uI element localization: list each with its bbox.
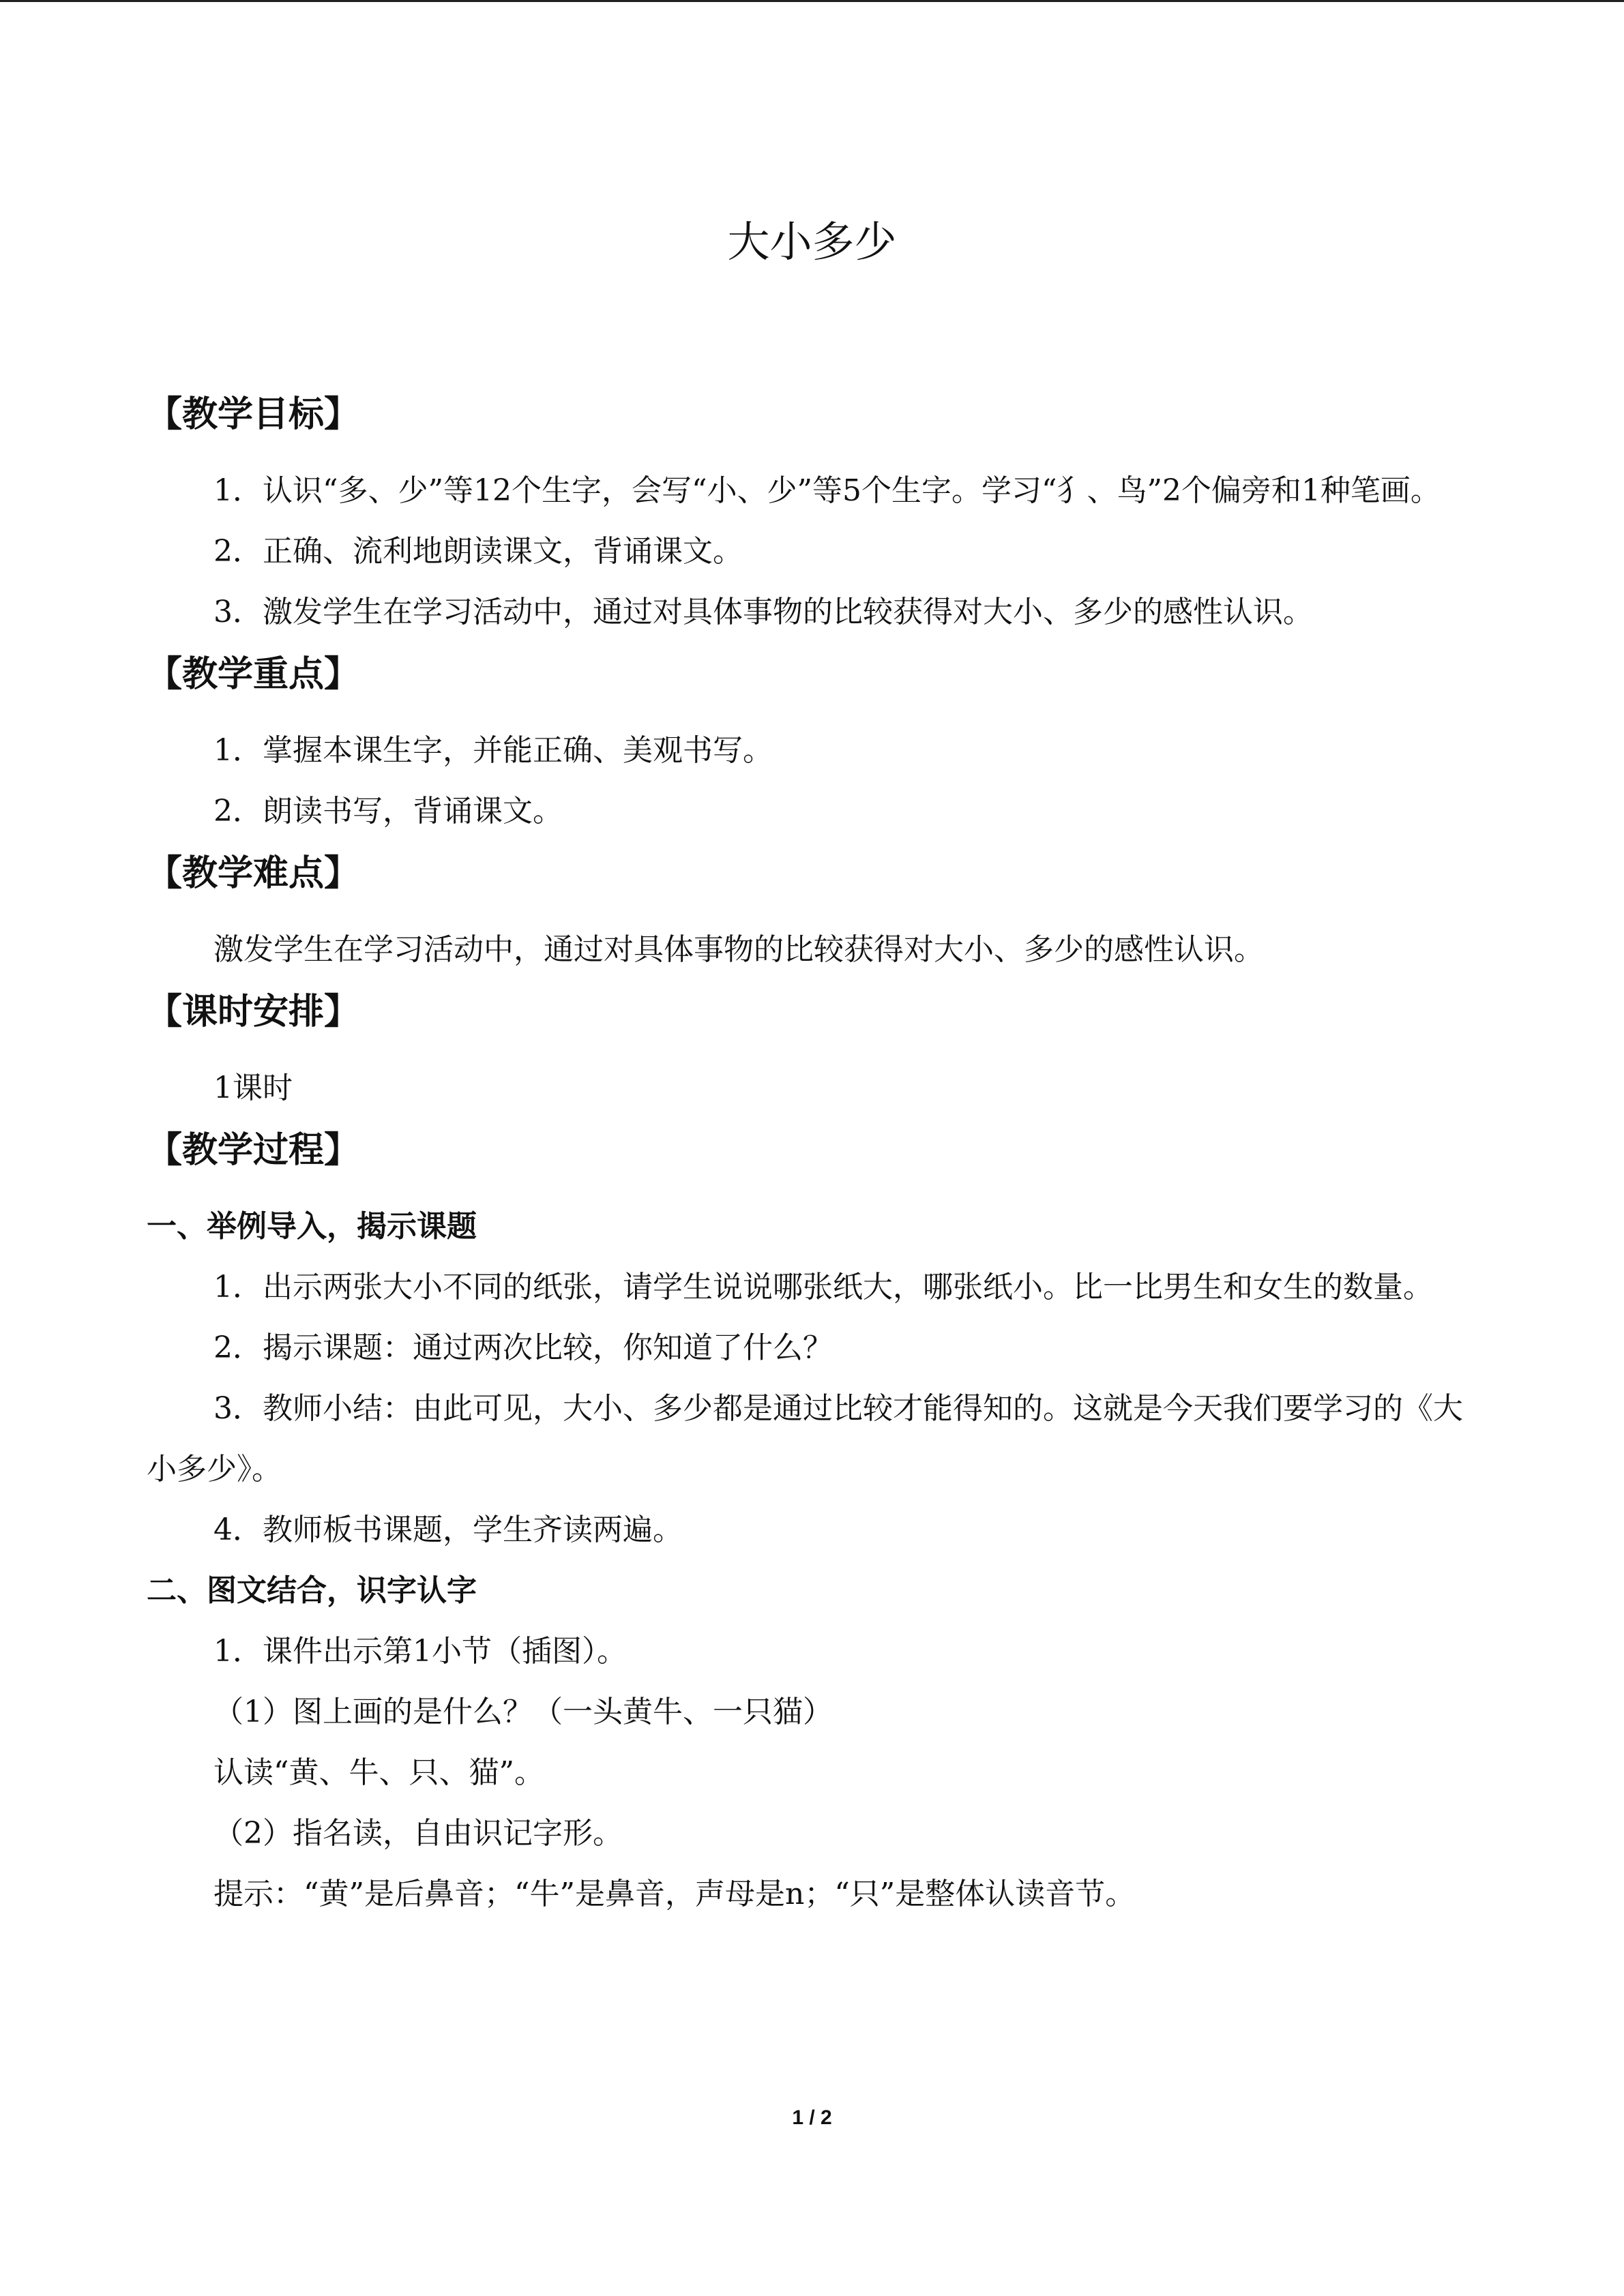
process-part2-item-4: （2）指名读，自由识记字形。 (213, 1816, 623, 1851)
process-part2-item-1: 1．课件出示第1小节（插图）。 (213, 1634, 627, 1669)
process-part2-item-3: 认读“黄、牛、只、猫”。 (213, 1755, 544, 1790)
document-body (147, 384, 1477, 1924)
section-heading-difficulties: 【教学难点】 (147, 853, 360, 894)
section-heading-schedule: 【课时安排】 (147, 992, 360, 1032)
goal-item-3: 3．激发学生在学习活动中，通过对具体事物的比较获得对大小、多少的感性认识。 (213, 595, 1313, 629)
process-part1-item-1: 1．出示两张大小不同的纸张，请学生说说哪张纸大，哪张纸小。比一比男生和女生的数量。 (213, 1270, 1433, 1304)
section-heading-key-points: 【教学重点】 (147, 654, 360, 695)
key-point-item-2: 2．朗读书写，背诵课文。 (213, 794, 563, 829)
page-number: 1 / 2 (792, 2106, 832, 2129)
document-title: 大小多少 (727, 217, 897, 267)
process-part1-item-3: 3．教师小结：由此可见，大小、多少都是通过比较才能得知的。这就是今天我们要学习的《大小多少》。 (147, 1391, 1463, 1487)
key-point-item-1: 1．掌握本课生字，并能正确、美观书写。 (213, 733, 773, 768)
goal-item-2: 2．正确、流利地朗读课文，背诵课文。 (213, 534, 743, 569)
difficulty-item-1: 激发学生在学习活动中，通过对具体事物的比较获得对大小、多少的感性认识。 (213, 932, 1264, 967)
process-part2-item-2: （1）图上画的是什么？（一头黄牛、一只猫） (213, 1695, 833, 1729)
schedule-item-1: 1课时 (213, 1071, 293, 1105)
process-part1-item-2: 2．揭示课题：通过两次比较，你知道了什么？ (213, 1330, 833, 1365)
section-heading-goals: 【教学目标】 (147, 394, 360, 435)
process-part1-item-4: 4．教师板书课题，学生齐读两遍。 (213, 1512, 683, 1547)
process-part2-item-5: 提示：“黄”是后鼻音；“牛”是鼻音，声母是n；“只”是整体认读音节。 (213, 1877, 1136, 1911)
goal-item-1: 1．认识“多、少”等12个生字，会写“小、少”等5个生字。学习“犭、鸟”2个偏旁和1种笔画。 (213, 473, 1441, 508)
section-heading-process: 【教学过程】 (147, 1130, 360, 1171)
process-part2-heading: 二、图文结合，识字认字 (147, 1573, 477, 1608)
process-part1-heading: 一、举例导入，揭示课题 (147, 1209, 477, 1244)
